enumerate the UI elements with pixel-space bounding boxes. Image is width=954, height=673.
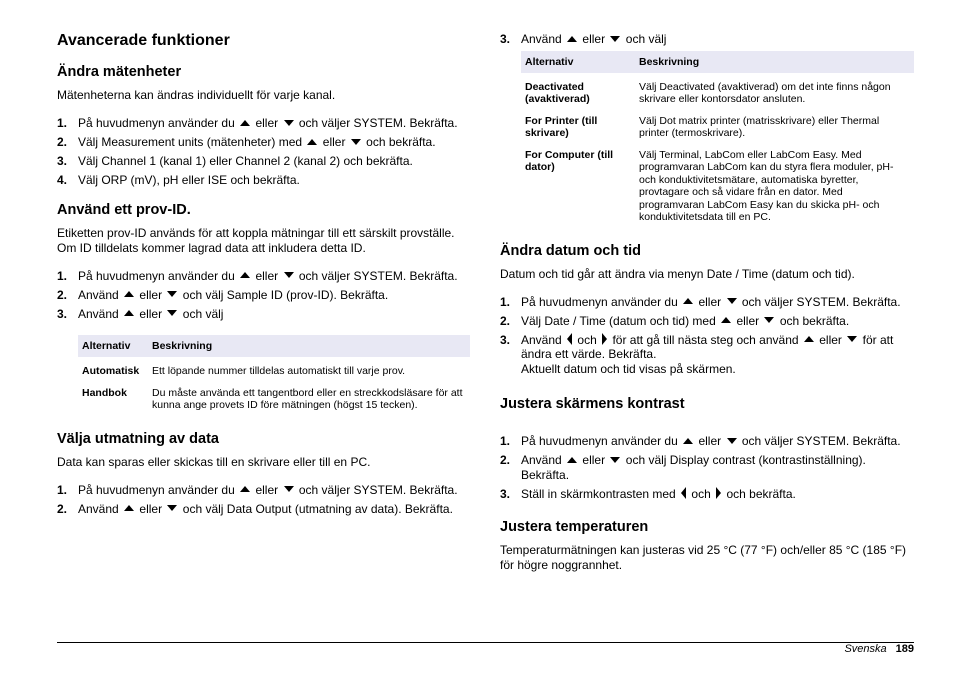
data-output-options-table (521, 51, 914, 225)
section-heading-date-time: Ändra datum och tid (500, 242, 641, 259)
section-heading-contrast: Justera skärmens kontrast (500, 396, 685, 412)
down-arrow-icon (847, 336, 857, 342)
list-item: 3. Använd eller och välj (57, 306, 224, 321)
section-intro-sample-id: Etiketten prov-ID används för att koppla mätningar till ett särskilt provställe. Om ID tilldelats kommer lagrad data att inkludera detta ID. (57, 225, 455, 255)
left-arrow-icon (567, 333, 572, 345)
list-item: 2. Använd eller och välj Data Output (utmatning av data). Bekräfta. (57, 501, 453, 516)
right-column (500, 32, 914, 586)
down-arrow-icon (610, 36, 620, 42)
list-item: 2. Använd eller och välj Sample ID (prov-ID). Bekräfta. (57, 287, 389, 302)
column-header-alternativ: Alternativ (521, 51, 635, 73)
up-arrow-icon (124, 310, 134, 316)
sample-id-options-table (78, 335, 470, 413)
list-item: 2. Använd eller och välj Display contrast (kontrastinställning). Bekräfta. (500, 453, 866, 482)
up-arrow-icon (721, 317, 731, 323)
page-title: Avancerade funktioner (57, 32, 230, 49)
up-arrow-icon (124, 291, 134, 297)
left-arrow-icon (681, 487, 686, 499)
down-arrow-icon (610, 457, 620, 463)
section-heading-sample-id: Använd ett prov-ID. (57, 201, 191, 218)
up-arrow-icon (683, 438, 693, 444)
steps-contrast (500, 434, 914, 501)
section-intro-units: Mätenheterna kan ändras individuellt för varje kanal. (57, 88, 336, 102)
list-item: 2. Välj Date / Time (datum och tid) med eller och bekräfta. (500, 313, 850, 328)
section-heading-temperature: Justera temperaturen (500, 519, 649, 535)
section-intro-data-output: Data kan sparas eller skickas till en skrivare eller till en PC. (57, 454, 371, 469)
list-item: 3. Använd och för att gå till nästa steg och använd eller för att ändra ett värde. Bekräfta. Aktuellt datum och tid visas på skärmen. (500, 332, 894, 376)
steps-units (57, 116, 471, 188)
table-row: Automatisk Ett löpande nummer tilldelas automatiskt till varje prov. (82, 365, 406, 377)
page-number: 189 (895, 643, 914, 655)
up-arrow-icon (307, 139, 317, 145)
down-arrow-icon (167, 505, 177, 511)
down-arrow-icon (351, 139, 361, 145)
list-item: 1. På huvudmenyn använder du eller och väljer SYSTEM. Bekräfta. (57, 482, 458, 497)
up-arrow-icon (240, 486, 250, 492)
up-arrow-icon (567, 457, 577, 463)
list-item: 4. Välj ORP (mV), pH eller ISE och bekräfta. (57, 173, 300, 187)
table-row: For Computer (till dator) Välj Terminal, LabCom eller LabCom Easy. Med programvaran LabCom kan du styra flera moduler, pH- och konduktivitetsmätare, automatiska byretter, provtagare och så vidare från en dator. Med programvaran LabCom Easy kan du skicka pH- och konduktivitetsdata till en PC. (525, 148, 894, 223)
list-item: 3. Ställ in skärmkontrasten med och och bekräfta. (500, 486, 796, 501)
column-header-beskrivning: Beskrivning (148, 335, 470, 357)
list-item: 3. Välj Channel 1 (kanal 1) eller Channel 2 (kanal 2) och bekräfta. (57, 154, 413, 168)
down-arrow-icon (727, 298, 737, 304)
list-item: 3. Använd eller och välj (500, 32, 667, 46)
right-arrow-icon (602, 333, 607, 345)
down-arrow-icon (167, 310, 177, 316)
down-arrow-icon (727, 438, 737, 444)
up-arrow-icon (240, 120, 250, 126)
list-item: 1. På huvudmenyn använder du eller och väljer SYSTEM. Bekräfta. (57, 116, 458, 130)
list-item: 1. På huvudmenyn använder du eller och väljer SYSTEM. Bekräfta. (500, 434, 901, 448)
table-header-row (521, 51, 914, 73)
section-heading-data-output: Välja utmatning av data (57, 430, 219, 447)
right-arrow-icon (716, 487, 721, 499)
up-arrow-icon (124, 505, 134, 511)
down-arrow-icon (284, 486, 294, 492)
section-intro-temperature: Temperaturmätningen kan justeras vid 25 °C (77 °F) och/eller 85 °C (185 °F) för högre noggrannhet. (500, 543, 907, 572)
up-arrow-icon (240, 272, 250, 278)
table-row: Handbok Du måste använda ett tangentbord eller en streckkodsläsare för att kunna ange provets ID före mätningen (högst 15 tecken). (82, 386, 463, 411)
down-arrow-icon (284, 272, 294, 278)
section-heading-units: Ändra mätenheter (57, 64, 182, 80)
steps-data-output (57, 483, 471, 517)
down-arrow-icon (284, 120, 294, 126)
list-item: 2. Välj Measurement units (mätenheter) med eller och bekräfta. (57, 135, 436, 149)
steps-date-time (500, 295, 914, 377)
footer-divider (57, 642, 914, 643)
footer-language: Svenska (844, 643, 887, 655)
down-arrow-icon (167, 291, 177, 297)
up-arrow-icon (683, 298, 693, 304)
table-row: Deactivated (avaktiverad) Välj Deactivated (avaktiverad) om det inte finns någon skrivare eller kontorsdator ansluten. (525, 80, 891, 105)
steps-data-output-continued (500, 32, 914, 47)
column-header-alternativ: Alternativ (78, 335, 148, 357)
column-header-beskrivning: Beskrivning (635, 51, 914, 73)
steps-sample-id (57, 269, 471, 322)
table-header-row (78, 335, 470, 357)
up-arrow-icon (567, 36, 577, 42)
up-arrow-icon (804, 336, 814, 342)
list-item: 1. På huvudmenyn använder du eller och väljer SYSTEM. Bekräfta. (500, 294, 901, 309)
down-arrow-icon (764, 317, 774, 323)
page-footer (844, 643, 914, 655)
left-column (57, 28, 471, 530)
table-row: For Printer (till skrivare) Välj Dot matrix printer (matrisskrivare) eller Thermal printer (termoskrivare). (525, 114, 880, 139)
list-item: 1. På huvudmenyn använder du eller och väljer SYSTEM. Bekräfta. (57, 268, 458, 283)
section-intro-date-time: Datum och tid går att ändra via menyn Date / Time (datum och tid). (500, 266, 855, 281)
